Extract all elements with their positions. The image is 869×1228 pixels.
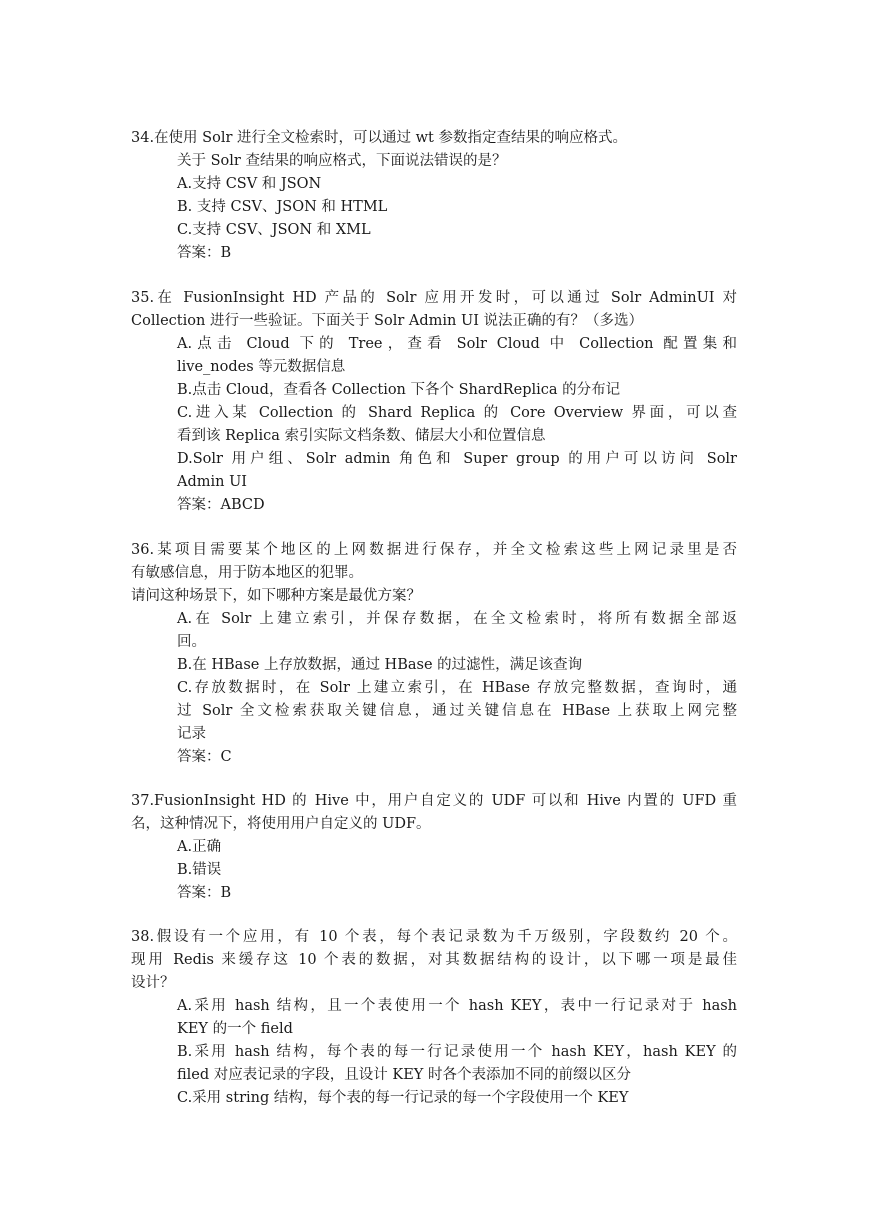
q38-option-a-cont: KEY 的一个 field: [177, 1021, 293, 1037]
q36-option-c: C.存放数据时，在 Solr 上建立索引，在 HBase 存放完整数据，查询时，通: [177, 680, 737, 696]
q36-question: 请问这种场景下，如下哪种方案是最优方案？: [131, 588, 421, 604]
q37-option-b: B.错误: [177, 862, 222, 878]
q38-option-b-cont: filed 对应表记录的字段，且设计 KEY 时各个表添加不同的前缀以区分: [177, 1067, 631, 1083]
q38-option-c: C.采用 string 结构，每个表的每一行记录的每一个字段使用一个 KEY: [177, 1090, 629, 1106]
q34-answer: 答案：B: [177, 245, 232, 261]
q36-option-c-cont: 过 Solr 全文检索获取关键信息，通过关键信息在 HBase 上获取上网完整: [177, 703, 737, 719]
q37-answer: 答案：B: [177, 885, 232, 901]
q35-option-c: C.进入某 Collection 的 Shard Replica 的 Core Overview 界面，可以查: [177, 405, 737, 421]
q38-stem-cont2: 设计？: [131, 975, 175, 991]
q35-option-b: B.点击 Cloud，查看各 Collection 下各个 ShardReplica 的分布记: [177, 382, 621, 398]
q35-option-d: D.Solr 用户组、Solr admin 角色和 Super group 的用户可以访问 Solr: [177, 451, 737, 467]
q38-option-a: A.采用 hash 结构，且一个表使用一个 hash KEY，表中一行记录对于 hash: [177, 998, 737, 1014]
q37-option-a: A.正确: [177, 839, 222, 855]
q36-option-a-cont: 回。: [177, 634, 206, 650]
q35-option-c-cont: 看到该 Replica 索引实际文档条数、储层大小和位置信息: [177, 428, 546, 444]
q34-stem: 34.在使用 Solr 进行全文检索时，可以通过 wt 参数指定查结果的响应格式。: [131, 130, 627, 146]
q35-answer: 答案：ABCD: [177, 497, 265, 513]
q36-answer: 答案：C: [177, 749, 232, 765]
q34-stem-cont: 关于 Solr 查结果的响应格式，下面说法错误的是？: [177, 153, 507, 169]
q34-option-b: B. 支持 CSV、JSON 和 HTML: [177, 199, 388, 215]
q35-option-a: A.点击 Cloud 下的 Tree，查看 Solr Cloud 中 Collection 配置集和: [177, 336, 737, 352]
q36-stem-cont: 有敏感信息，用于防本地区的犯罪。: [131, 565, 363, 581]
q36-option-b: B.在 HBase 上存放数据，通过 HBase 的过滤性，满足该查询: [177, 657, 583, 673]
q35-stem: 35.在 FusionInsight HD 产品的 Solr 应用开发时，可以通过 Solr AdminUI 对: [131, 290, 737, 306]
q35-option-d-cont: Admin UI: [177, 474, 248, 490]
q38-stem-cont: 现用 Redis 来缓存这 10 个表的数据，对其数据结构的设计，以下哪一项是最佳: [131, 952, 737, 968]
q35-stem-cont: Collection 进行一些验证。下面关于 Solr Admin UI 说法正确的有？（多选）: [131, 313, 644, 329]
q34-option-c: C.支持 CSV、JSON 和 XML: [177, 222, 371, 238]
q36-option-c-cont2: 记录: [177, 726, 206, 742]
q36-option-a: A.在 Solr 上建立索引，并保存数据，在全文检索时，将所有数据全部返: [177, 611, 737, 627]
q38-option-b: B.采用 hash 结构，每个表的每一行记录使用一个 hash KEY，hash KEY 的: [177, 1044, 737, 1060]
q36-stem: 36.某项目需要某个地区的上网数据进行保存，并全文检索这些上网记录里是否: [131, 542, 737, 558]
q35-option-a-cont: live_nodes 等元数据信息: [177, 359, 346, 375]
q38-stem: 38.假设有一个应用，有 10 个表，每个表记录数为千万级别，字段数约 20 个。: [131, 929, 737, 945]
q37-stem-cont: 名，这种情况下，将使用用户自定义的 UDF。: [131, 816, 431, 832]
q34-option-a: A.支持 CSV 和 JSON: [177, 176, 322, 192]
q37-stem: 37.FusionInsight HD 的 Hive 中，用户自定义的 UDF 可以和 Hive 内置的 UFD 重: [131, 793, 737, 809]
